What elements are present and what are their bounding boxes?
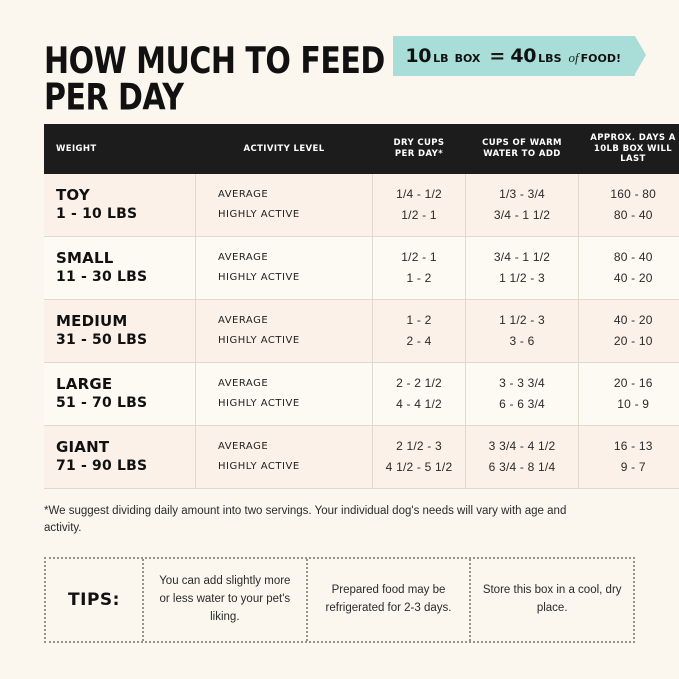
- tip-item: [306, 559, 470, 640]
- days-active: 80 - 40: [613, 207, 653, 222]
- activity-average: AVERAGE: [218, 188, 269, 200]
- cell-water: [466, 362, 579, 425]
- dry-cups-active: 1/2 - 1: [401, 207, 437, 222]
- cell-activity: [196, 174, 373, 237]
- conversion-banner: [393, 36, 635, 76]
- dry-cups-active: 1 - 2: [406, 270, 432, 285]
- cell-days: [579, 236, 679, 299]
- column-header-water-line1: CUPS OF WARM: [482, 138, 562, 149]
- cell-days: [579, 425, 679, 488]
- box-word: BOX: [454, 52, 481, 65]
- cell-weight: [44, 299, 196, 362]
- tip-item-text: Store this box in a cool, dry place.: [482, 584, 622, 615]
- cell-days: [579, 362, 679, 425]
- water-average: 3 3/4 - 4 1/2: [488, 438, 556, 453]
- dry-cups-average: 1 - 2: [406, 312, 432, 327]
- cell-activity: [196, 236, 373, 299]
- cell-days: [579, 174, 679, 237]
- column-header-water: [466, 124, 579, 174]
- feeding-table: [44, 124, 679, 489]
- column-header-dry-cups-line2: PER DAY*: [394, 148, 444, 159]
- cell-dry-cups: [373, 174, 466, 237]
- cell-dry-cups: [373, 362, 466, 425]
- food-amount: 40: [510, 45, 537, 67]
- weight-size-label: TOY: [56, 186, 90, 205]
- tip-item-text: Prepared food may be refrigerated for 2-3 days.: [325, 584, 452, 615]
- water-active: 1 1/2 - 3: [499, 270, 545, 285]
- activity-average: AVERAGE: [218, 314, 269, 326]
- table-row: [44, 236, 679, 299]
- box-amount: 10: [405, 45, 432, 67]
- activity-highly-active: HIGHLY ACTIVE: [218, 271, 300, 283]
- dry-cups-average: 1/4 - 1/2: [396, 186, 442, 201]
- tips-panel: [44, 557, 635, 642]
- table-row: [44, 174, 679, 237]
- days-average: 80 - 40: [613, 249, 653, 264]
- dry-cups-active: 4 1/2 - 5 1/2: [385, 459, 453, 474]
- cell-weight: [44, 425, 196, 488]
- dry-cups-active: 2 - 4: [406, 333, 432, 348]
- days-active: 20 - 10: [613, 333, 653, 348]
- column-header-dry-cups-line1: DRY CUPS: [393, 138, 445, 149]
- cell-water: [466, 425, 579, 488]
- table-row: [44, 362, 679, 425]
- cell-dry-cups: [373, 236, 466, 299]
- days-active: 10 - 9: [617, 396, 650, 411]
- dry-cups-average: 2 1/2 - 3: [396, 438, 442, 453]
- page-title: HOW MUCH TO FEED PER DAY: [44, 40, 385, 120]
- weight-range-label: 51 - 70 LBS: [56, 395, 148, 412]
- cell-water: [466, 174, 579, 237]
- weight-range-label: 1 - 10 LBS: [56, 206, 138, 223]
- cell-dry-cups: [373, 299, 466, 362]
- weight-range-label: 31 - 50 LBS: [56, 332, 148, 349]
- column-header-weight: WEIGHT: [44, 124, 196, 174]
- water-average: 3 - 3 3/4: [499, 375, 545, 390]
- days-active: 40 - 20: [613, 270, 653, 285]
- activity-highly-active: HIGHLY ACTIVE: [218, 334, 300, 346]
- weight-range-label: 71 - 90 LBS: [56, 458, 148, 475]
- box-unit: LB: [433, 52, 449, 65]
- water-active: 3/4 - 1 1/2: [493, 207, 551, 222]
- equals-sign: =: [489, 45, 506, 67]
- activity-highly-active: HIGHLY ACTIVE: [218, 397, 300, 409]
- table-body: [44, 174, 679, 489]
- column-header-activity-level: ACTIVITY LEVEL: [196, 124, 373, 174]
- column-header-water-line2: WATER TO ADD: [483, 148, 561, 159]
- footnote-text: *We suggest dividing daily amount into two servings. Your individual dog's needs will vary with age and activity.: [44, 504, 567, 535]
- water-average: 1 1/2 - 3: [499, 312, 545, 327]
- activity-highly-active: HIGHLY ACTIVE: [218, 208, 300, 220]
- days-average: 40 - 20: [613, 312, 653, 327]
- dry-cups-average: 2 - 2 1/2: [396, 375, 442, 390]
- column-header-days-line2: 10LB BOX WILL LAST: [593, 143, 673, 165]
- water-active: 3 - 6: [509, 333, 535, 348]
- weight-size-label: MEDIUM: [56, 312, 128, 331]
- column-header-days: [579, 124, 679, 174]
- weight-range-label: 11 - 30 LBS: [56, 269, 148, 286]
- water-active: 6 3/4 - 8 1/4: [488, 459, 556, 474]
- days-average: 16 - 13: [613, 438, 653, 453]
- activity-highly-active: HIGHLY ACTIVE: [218, 460, 300, 472]
- cell-activity: [196, 299, 373, 362]
- tip-item: [142, 559, 306, 640]
- water-average: 1/3 - 3/4: [499, 186, 545, 201]
- days-average: 160 - 80: [610, 186, 657, 201]
- column-header-dry-cups: [373, 124, 466, 174]
- activity-average: AVERAGE: [218, 251, 269, 263]
- table-header-row: [44, 124, 679, 174]
- food-of-word: of: [568, 50, 579, 65]
- weight-size-label: LARGE: [56, 375, 113, 394]
- cell-activity: [196, 425, 373, 488]
- page-header: [44, 34, 635, 120]
- food-unit: LBS: [538, 52, 562, 65]
- cell-water: [466, 236, 579, 299]
- cell-activity: [196, 362, 373, 425]
- water-average: 3/4 - 1 1/2: [493, 249, 551, 264]
- cell-water: [466, 299, 579, 362]
- cell-weight: [44, 174, 196, 237]
- activity-average: AVERAGE: [218, 440, 269, 452]
- tip-item-text: You can add slightly more or less water to your pet's liking.: [159, 575, 291, 623]
- weight-size-label: GIANT: [56, 438, 110, 457]
- column-header-days-line1: APPROX. DAYS A: [590, 133, 676, 143]
- cell-weight: [44, 236, 196, 299]
- tip-item: [469, 559, 633, 640]
- days-active: 9 - 7: [620, 459, 646, 474]
- days-average: 20 - 16: [613, 375, 653, 390]
- dry-cups-average: 1/2 - 1: [401, 249, 437, 264]
- cell-weight: [44, 362, 196, 425]
- food-word: FOOD!: [580, 52, 621, 65]
- cell-dry-cups: [373, 425, 466, 488]
- table-row: [44, 299, 679, 362]
- weight-size-label: SMALL: [56, 249, 114, 268]
- water-active: 6 - 6 3/4: [499, 396, 545, 411]
- dry-cups-active: 4 - 4 1/2: [396, 396, 442, 411]
- table-row: [44, 425, 679, 488]
- activity-average: AVERAGE: [218, 377, 269, 389]
- cell-days: [579, 299, 679, 362]
- tips-label: TIPS:: [68, 590, 120, 611]
